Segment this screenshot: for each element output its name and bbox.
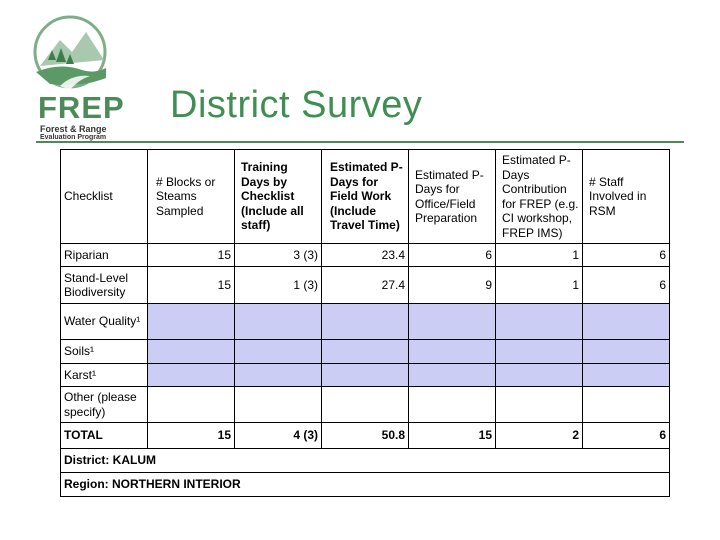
table-row xyxy=(61,304,670,340)
table-row xyxy=(61,364,670,387)
survey-table xyxy=(60,149,670,497)
table-row xyxy=(61,387,670,423)
district-row xyxy=(61,449,670,473)
cell-blocks: 15 xyxy=(148,244,235,267)
cell-staff xyxy=(583,304,670,340)
total-field: 50.8 xyxy=(322,423,409,449)
title-divider xyxy=(36,141,684,143)
cell-field: 27.4 xyxy=(322,267,409,304)
row-label: Karst¹ xyxy=(61,364,148,387)
cell-blocks xyxy=(148,364,235,387)
row-label: Riparian xyxy=(61,244,148,267)
cell-field xyxy=(322,304,409,340)
cell-training xyxy=(235,364,322,387)
row-label: Stand-Level Biodiversity xyxy=(61,267,148,304)
cell-staff xyxy=(583,340,670,364)
header-checklist: Checklist xyxy=(61,150,148,244)
header-field-work-days: Estimated P-Days for Field Work (Include Travel Time) xyxy=(322,150,409,244)
cell-staff xyxy=(583,387,670,423)
total-training: 4 (3) xyxy=(235,423,322,449)
cell-prep xyxy=(409,387,496,423)
mountain-river-icon xyxy=(30,14,142,94)
cell-contribution xyxy=(496,387,583,423)
cell-field xyxy=(322,364,409,387)
total-prep: 15 xyxy=(409,423,496,449)
total-contribution: 2 xyxy=(496,423,583,449)
cell-prep: 9 xyxy=(409,267,496,304)
cell-prep xyxy=(409,364,496,387)
table-row xyxy=(61,340,670,364)
cell-training xyxy=(235,304,322,340)
cell-staff: 6 xyxy=(583,244,670,267)
logo-subtitle: Forest & Range xyxy=(40,124,107,134)
header-staff-involved: # Staff Involved in RSM xyxy=(583,150,670,244)
row-label: Soils¹ xyxy=(61,340,148,364)
total-staff: 6 xyxy=(583,423,670,449)
region-label: Region: NORTHERN INTERIOR xyxy=(61,473,670,497)
logo-subtitle-2: Evaluation Program xyxy=(40,134,107,141)
cell-blocks xyxy=(148,304,235,340)
header-blocks-sampled: # Blocks or Steams Sampled xyxy=(148,150,235,244)
cell-contribution xyxy=(496,340,583,364)
total-label: TOTAL xyxy=(61,423,148,449)
table-row xyxy=(61,244,670,267)
cell-contribution xyxy=(496,364,583,387)
table-header-row xyxy=(61,150,670,244)
frep-logo xyxy=(30,14,142,142)
header-contribution-days: Estimated P-Days Contribution for FREP (e.g. CI workshop, FREP IMS) xyxy=(496,150,583,244)
header-training-days: Training Days by Checklist (Include all staff) xyxy=(235,150,322,244)
page-title: District Survey xyxy=(170,84,423,126)
region-row xyxy=(61,473,670,497)
district-label: District: KALUM xyxy=(61,449,670,473)
cell-field xyxy=(322,340,409,364)
cell-contribution: 1 xyxy=(496,244,583,267)
cell-contribution xyxy=(496,304,583,340)
cell-contribution: 1 xyxy=(496,267,583,304)
cell-staff xyxy=(583,364,670,387)
cell-field: 23.4 xyxy=(322,244,409,267)
cell-prep: 6 xyxy=(409,244,496,267)
logo-wordmark: FREP xyxy=(38,90,125,125)
row-label: Other (please specify) xyxy=(61,387,148,423)
cell-training xyxy=(235,340,322,364)
cell-blocks xyxy=(148,387,235,423)
cell-blocks: 15 xyxy=(148,267,235,304)
cell-training: 3 (3) xyxy=(235,244,322,267)
cell-prep xyxy=(409,340,496,364)
total-row xyxy=(61,423,670,449)
cell-training: 1 (3) xyxy=(235,267,322,304)
row-label: Water Quality¹ xyxy=(61,304,148,340)
cell-prep xyxy=(409,304,496,340)
cell-blocks xyxy=(148,340,235,364)
cell-field xyxy=(322,387,409,423)
header-prep-days: Estimated P-Days for Office/Field Preparation xyxy=(409,150,496,244)
cell-staff: 6 xyxy=(583,267,670,304)
table-row xyxy=(61,267,670,304)
total-blocks: 15 xyxy=(148,423,235,449)
cell-training xyxy=(235,387,322,423)
